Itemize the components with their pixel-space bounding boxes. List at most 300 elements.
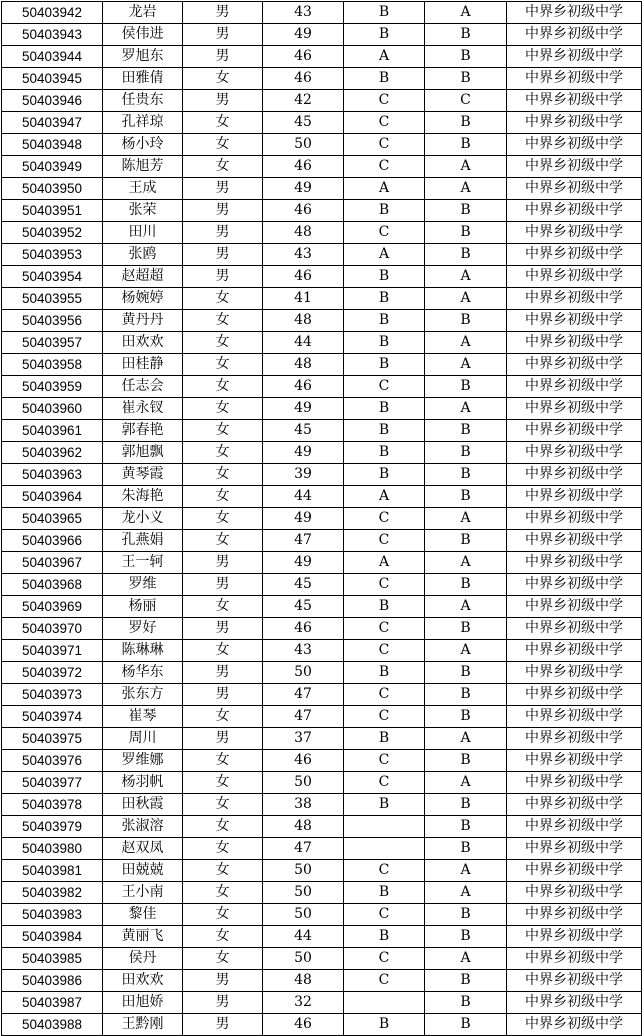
table-row: [2, 442, 642, 464]
school-cell: 中界乡初级中学: [507, 332, 642, 354]
grade-b-cell: A: [425, 2, 507, 24]
score-cell: 46: [263, 46, 344, 68]
table-row: [2, 552, 642, 574]
gender-cell: 女: [183, 310, 263, 332]
score-cell: 48: [263, 310, 344, 332]
student-id-cell: 50403962: [2, 442, 103, 464]
gender-cell: 女: [183, 596, 263, 618]
grade-a-cell: B: [344, 662, 425, 684]
gender-cell: 女: [183, 772, 263, 794]
student-id-cell: 50403961: [2, 420, 103, 442]
school-cell: 中界乡初级中学: [507, 684, 642, 706]
school-cell: 中界乡初级中学: [507, 596, 642, 618]
score-cell: 46: [263, 68, 344, 90]
grade-b-cell: A: [425, 728, 507, 750]
student-id-cell: 50403945: [2, 68, 103, 90]
student-name-cell: 田雅倩: [103, 68, 183, 90]
gender-cell: 男: [183, 46, 263, 68]
grade-a-cell: C: [344, 376, 425, 398]
grade-a-cell: B: [344, 200, 425, 222]
grade-b-cell: A: [425, 288, 507, 310]
student-id-cell: 50403944: [2, 46, 103, 68]
school-cell: 中界乡初级中学: [507, 728, 642, 750]
table-row: [2, 354, 642, 376]
table-row: [2, 948, 642, 970]
school-cell: 中界乡初级中学: [507, 46, 642, 68]
grade-b-cell: C: [425, 90, 507, 112]
table-row: [2, 464, 642, 486]
grade-a-cell: C: [344, 640, 425, 662]
gender-cell: 女: [183, 332, 263, 354]
score-cell: 46: [263, 156, 344, 178]
student-name-cell: 罗好: [103, 618, 183, 640]
student-name-cell: 黄琴霞: [103, 464, 183, 486]
student-id-cell: 50403951: [2, 200, 103, 222]
student-name-cell: 周川: [103, 728, 183, 750]
table-row: [2, 838, 642, 860]
table-row: [2, 728, 642, 750]
table-body: [2, 2, 642, 1036]
score-cell: 50: [263, 772, 344, 794]
student-name-cell: 田川: [103, 222, 183, 244]
grade-a-cell: C: [344, 904, 425, 926]
grade-a-cell: A: [344, 552, 425, 574]
table-row: [2, 926, 642, 948]
school-cell: 中界乡初级中学: [507, 244, 642, 266]
gender-cell: 男: [183, 200, 263, 222]
student-name-cell: 崔永钗: [103, 398, 183, 420]
school-cell: 中界乡初级中学: [507, 90, 642, 112]
student-id-cell: 50403959: [2, 376, 103, 398]
gender-cell: 女: [183, 398, 263, 420]
gender-cell: 女: [183, 354, 263, 376]
student-id-cell: 50403974: [2, 706, 103, 728]
student-id-cell: 50403986: [2, 970, 103, 992]
table-row: [2, 178, 642, 200]
grade-b-cell: B: [425, 838, 507, 860]
table-row: [2, 706, 642, 728]
table-row: [2, 684, 642, 706]
table-row: [2, 508, 642, 530]
school-cell: 中界乡初级中学: [507, 860, 642, 882]
student-name-cell: 黎佳: [103, 904, 183, 926]
student-id-cell: 50403981: [2, 860, 103, 882]
student-name-cell: 罗维娜: [103, 750, 183, 772]
school-cell: 中界乡初级中学: [507, 706, 642, 728]
student-id-cell: 50403967: [2, 552, 103, 574]
grade-b-cell: B: [425, 970, 507, 992]
table-row: [2, 530, 642, 552]
grade-b-cell: B: [425, 662, 507, 684]
grade-b-cell: B: [425, 794, 507, 816]
grade-a-cell: C: [344, 948, 425, 970]
table-row: [2, 24, 642, 46]
school-cell: 中界乡初级中学: [507, 970, 642, 992]
student-id-cell: 50403964: [2, 486, 103, 508]
gender-cell: 男: [183, 552, 263, 574]
school-cell: 中界乡初级中学: [507, 926, 642, 948]
school-cell: 中界乡初级中学: [507, 156, 642, 178]
grade-a-cell: C: [344, 772, 425, 794]
table-row: [2, 860, 642, 882]
gender-cell: 女: [183, 948, 263, 970]
student-name-cell: 孔燕娟: [103, 530, 183, 552]
school-cell: 中界乡初级中学: [507, 574, 642, 596]
gender-cell: 女: [183, 420, 263, 442]
student-name-cell: 张淑溶: [103, 816, 183, 838]
grade-a-cell: B: [344, 926, 425, 948]
gender-cell: 女: [183, 376, 263, 398]
table-row: [2, 156, 642, 178]
grade-a-cell: B: [344, 398, 425, 420]
student-name-cell: 赵双凤: [103, 838, 183, 860]
grade-a-cell: C: [344, 750, 425, 772]
school-cell: 中界乡初级中学: [507, 266, 642, 288]
grade-a-cell: B: [344, 794, 425, 816]
student-name-cell: 龙小义: [103, 508, 183, 530]
score-cell: 48: [263, 816, 344, 838]
gender-cell: 女: [183, 926, 263, 948]
score-cell: 50: [263, 948, 344, 970]
grade-b-cell: B: [425, 1014, 507, 1036]
student-name-cell: 任志会: [103, 376, 183, 398]
student-name-cell: 王一轲: [103, 552, 183, 574]
grade-a-cell: B: [344, 2, 425, 24]
grade-a-cell: C: [344, 156, 425, 178]
score-cell: 45: [263, 112, 344, 134]
student-name-cell: 杨丽: [103, 596, 183, 618]
table-row: [2, 904, 642, 926]
grade-a-cell: C: [344, 90, 425, 112]
score-cell: 45: [263, 420, 344, 442]
score-cell: 45: [263, 574, 344, 596]
gender-cell: 男: [183, 24, 263, 46]
grade-a-cell: B: [344, 596, 425, 618]
table-row: [2, 376, 642, 398]
grade-a-cell: [344, 992, 425, 1014]
grade-a-cell: C: [344, 222, 425, 244]
grade-b-cell: B: [425, 486, 507, 508]
gender-cell: 女: [183, 860, 263, 882]
school-cell: 中界乡初级中学: [507, 310, 642, 332]
grade-a-cell: B: [344, 310, 425, 332]
gender-cell: 男: [183, 244, 263, 266]
student-name-cell: 罗旭东: [103, 46, 183, 68]
grade-a-cell: C: [344, 970, 425, 992]
student-id-cell: 50403947: [2, 112, 103, 134]
student-id-cell: 50403966: [2, 530, 103, 552]
score-cell: 50: [263, 860, 344, 882]
grade-b-cell: A: [425, 772, 507, 794]
student-id-cell: 50403954: [2, 266, 103, 288]
table-row: [2, 244, 642, 266]
table-row: [2, 200, 642, 222]
score-cell: 46: [263, 266, 344, 288]
grade-b-cell: B: [425, 420, 507, 442]
student-id-cell: 50403965: [2, 508, 103, 530]
student-id-cell: 50403949: [2, 156, 103, 178]
grade-b-cell: B: [425, 574, 507, 596]
student-id-cell: 50403979: [2, 816, 103, 838]
student-id-cell: 50403983: [2, 904, 103, 926]
gender-cell: 女: [183, 156, 263, 178]
student-id-cell: 50403971: [2, 640, 103, 662]
student-id-cell: 50403955: [2, 288, 103, 310]
grade-a-cell: C: [344, 684, 425, 706]
student-name-cell: 杨婉婷: [103, 288, 183, 310]
grade-a-cell: C: [344, 508, 425, 530]
score-cell: 43: [263, 640, 344, 662]
grade-a-cell: C: [344, 530, 425, 552]
student-table: [1, 1, 642, 1036]
gender-cell: 女: [183, 112, 263, 134]
table-row: [2, 90, 642, 112]
school-cell: 中界乡初级中学: [507, 552, 642, 574]
score-cell: 50: [263, 904, 344, 926]
table-row: [2, 2, 642, 24]
score-cell: 38: [263, 794, 344, 816]
grade-b-cell: B: [425, 310, 507, 332]
student-id-cell: 50403950: [2, 178, 103, 200]
gender-cell: 女: [183, 68, 263, 90]
grade-b-cell: B: [425, 904, 507, 926]
school-cell: 中界乡初级中学: [507, 640, 642, 662]
table-row: [2, 662, 642, 684]
school-cell: 中界乡初级中学: [507, 68, 642, 90]
grade-b-cell: B: [425, 24, 507, 46]
table-row: [2, 618, 642, 640]
school-cell: 中界乡初级中学: [507, 904, 642, 926]
grade-b-cell: A: [425, 398, 507, 420]
grade-b-cell: B: [425, 200, 507, 222]
student-name-cell: 崔琴: [103, 706, 183, 728]
student-name-cell: 侯伟进: [103, 24, 183, 46]
table-row: [2, 794, 642, 816]
school-cell: 中界乡初级中学: [507, 486, 642, 508]
student-id-cell: 50403958: [2, 354, 103, 376]
score-cell: 44: [263, 926, 344, 948]
grade-b-cell: B: [425, 112, 507, 134]
student-name-cell: 张荣: [103, 200, 183, 222]
gender-cell: 女: [183, 706, 263, 728]
school-cell: 中界乡初级中学: [507, 376, 642, 398]
student-id-cell: 50403946: [2, 90, 103, 112]
score-cell: 47: [263, 838, 344, 860]
student-id-cell: 50403982: [2, 882, 103, 904]
gender-cell: 男: [183, 684, 263, 706]
gender-cell: 男: [183, 178, 263, 200]
grade-a-cell: B: [344, 420, 425, 442]
student-name-cell: 赵超超: [103, 266, 183, 288]
student-id-cell: 50403970: [2, 618, 103, 640]
grade-b-cell: B: [425, 464, 507, 486]
grade-a-cell: B: [344, 354, 425, 376]
table-row: [2, 1014, 642, 1036]
school-cell: 中界乡初级中学: [507, 222, 642, 244]
grade-b-cell: B: [425, 46, 507, 68]
score-cell: 49: [263, 442, 344, 464]
score-cell: 47: [263, 684, 344, 706]
student-id-cell: 50403978: [2, 794, 103, 816]
grade-b-cell: A: [425, 860, 507, 882]
score-cell: 37: [263, 728, 344, 750]
grade-a-cell: C: [344, 134, 425, 156]
table-row: [2, 420, 642, 442]
grade-a-cell: C: [344, 618, 425, 640]
score-cell: 47: [263, 706, 344, 728]
student-name-cell: 朱海艳: [103, 486, 183, 508]
score-cell: 48: [263, 222, 344, 244]
score-cell: 32: [263, 992, 344, 1014]
score-cell: 44: [263, 486, 344, 508]
grade-a-cell: C: [344, 112, 425, 134]
student-name-cell: 张鸥: [103, 244, 183, 266]
student-id-cell: 50403948: [2, 134, 103, 156]
school-cell: 中界乡初级中学: [507, 992, 642, 1014]
gender-cell: 女: [183, 442, 263, 464]
table-row: [2, 486, 642, 508]
score-cell: 49: [263, 398, 344, 420]
student-id-cell: 50403976: [2, 750, 103, 772]
student-id-cell: 50403960: [2, 398, 103, 420]
gender-cell: 女: [183, 464, 263, 486]
table-row: [2, 112, 642, 134]
student-id-cell: 50403942: [2, 2, 103, 24]
student-name-cell: 孔祥琼: [103, 112, 183, 134]
grade-a-cell: B: [344, 68, 425, 90]
school-cell: 中界乡初级中学: [507, 442, 642, 464]
grade-b-cell: B: [425, 618, 507, 640]
grade-a-cell: B: [344, 266, 425, 288]
score-cell: 44: [263, 332, 344, 354]
gender-cell: 男: [183, 266, 263, 288]
grade-a-cell: B: [344, 1014, 425, 1036]
school-cell: 中界乡初级中学: [507, 200, 642, 222]
score-cell: 50: [263, 882, 344, 904]
school-cell: 中界乡初级中学: [507, 464, 642, 486]
student-name-cell: 黄丹丹: [103, 310, 183, 332]
school-cell: 中界乡初级中学: [507, 794, 642, 816]
student-name-cell: 王黔刚: [103, 1014, 183, 1036]
grade-b-cell: B: [425, 750, 507, 772]
table-row: [2, 574, 642, 596]
table-row: [2, 772, 642, 794]
grade-a-cell: B: [344, 464, 425, 486]
table-row: [2, 882, 642, 904]
grade-b-cell: B: [425, 68, 507, 90]
table-row: [2, 310, 642, 332]
student-name-cell: 田旭娇: [103, 992, 183, 1014]
table-row: [2, 640, 642, 662]
student-name-cell: 黄丽飞: [103, 926, 183, 948]
student-id-cell: 50403985: [2, 948, 103, 970]
grade-a-cell: A: [344, 178, 425, 200]
score-cell: 50: [263, 662, 344, 684]
grade-a-cell: C: [344, 860, 425, 882]
student-name-cell: 陈旭芳: [103, 156, 183, 178]
gender-cell: 女: [183, 508, 263, 530]
score-cell: 45: [263, 596, 344, 618]
gender-cell: 女: [183, 904, 263, 926]
student-id-cell: 50403956: [2, 310, 103, 332]
grade-b-cell: B: [425, 706, 507, 728]
student-name-cell: 张东方: [103, 684, 183, 706]
school-cell: 中界乡初级中学: [507, 1014, 642, 1036]
gender-cell: 男: [183, 90, 263, 112]
gender-cell: 男: [183, 222, 263, 244]
gender-cell: 男: [183, 574, 263, 596]
grade-b-cell: A: [425, 332, 507, 354]
student-name-cell: 田兢兢: [103, 860, 183, 882]
school-cell: 中界乡初级中学: [507, 882, 642, 904]
score-cell: 46: [263, 618, 344, 640]
student-name-cell: 杨小玲: [103, 134, 183, 156]
grade-b-cell: A: [425, 552, 507, 574]
student-id-cell: 50403957: [2, 332, 103, 354]
school-cell: 中界乡初级中学: [507, 530, 642, 552]
table-row: [2, 398, 642, 420]
score-cell: 49: [263, 508, 344, 530]
student-name-cell: 王小南: [103, 882, 183, 904]
school-cell: 中界乡初级中学: [507, 816, 642, 838]
school-cell: 中界乡初级中学: [507, 772, 642, 794]
school-cell: 中界乡初级中学: [507, 618, 642, 640]
grade-b-cell: A: [425, 178, 507, 200]
gender-cell: 男: [183, 992, 263, 1014]
student-id-cell: 50403975: [2, 728, 103, 750]
student-name-cell: 王成: [103, 178, 183, 200]
grade-b-cell: B: [425, 816, 507, 838]
school-cell: 中界乡初级中学: [507, 508, 642, 530]
gender-cell: 女: [183, 134, 263, 156]
grade-b-cell: B: [425, 992, 507, 1014]
grade-a-cell: B: [344, 332, 425, 354]
score-cell: 41: [263, 288, 344, 310]
grade-b-cell: B: [425, 442, 507, 464]
grade-b-cell: A: [425, 882, 507, 904]
school-cell: 中界乡初级中学: [507, 948, 642, 970]
gender-cell: 男: [183, 618, 263, 640]
score-cell: 46: [263, 1014, 344, 1036]
gender-cell: 女: [183, 838, 263, 860]
student-id-cell: 50403969: [2, 596, 103, 618]
grade-b-cell: B: [425, 926, 507, 948]
student-id-cell: 50403952: [2, 222, 103, 244]
school-cell: 中界乡初级中学: [507, 288, 642, 310]
table-row: [2, 222, 642, 244]
gender-cell: 女: [183, 640, 263, 662]
grade-a-cell: B: [344, 288, 425, 310]
score-cell: 50: [263, 134, 344, 156]
grade-a-cell: A: [344, 244, 425, 266]
student-id-cell: 50403963: [2, 464, 103, 486]
score-cell: 46: [263, 200, 344, 222]
school-cell: 中界乡初级中学: [507, 662, 642, 684]
score-cell: 48: [263, 354, 344, 376]
school-cell: 中界乡初级中学: [507, 354, 642, 376]
gender-cell: 女: [183, 288, 263, 310]
school-cell: 中界乡初级中学: [507, 112, 642, 134]
grade-b-cell: B: [425, 376, 507, 398]
school-cell: 中界乡初级中学: [507, 24, 642, 46]
student-name-cell: 田秋霞: [103, 794, 183, 816]
gender-cell: 男: [183, 662, 263, 684]
grade-b-cell: B: [425, 134, 507, 156]
student-name-cell: 陈琳琳: [103, 640, 183, 662]
gender-cell: 男: [183, 1014, 263, 1036]
student-id-cell: 50403987: [2, 992, 103, 1014]
grade-b-cell: A: [425, 354, 507, 376]
